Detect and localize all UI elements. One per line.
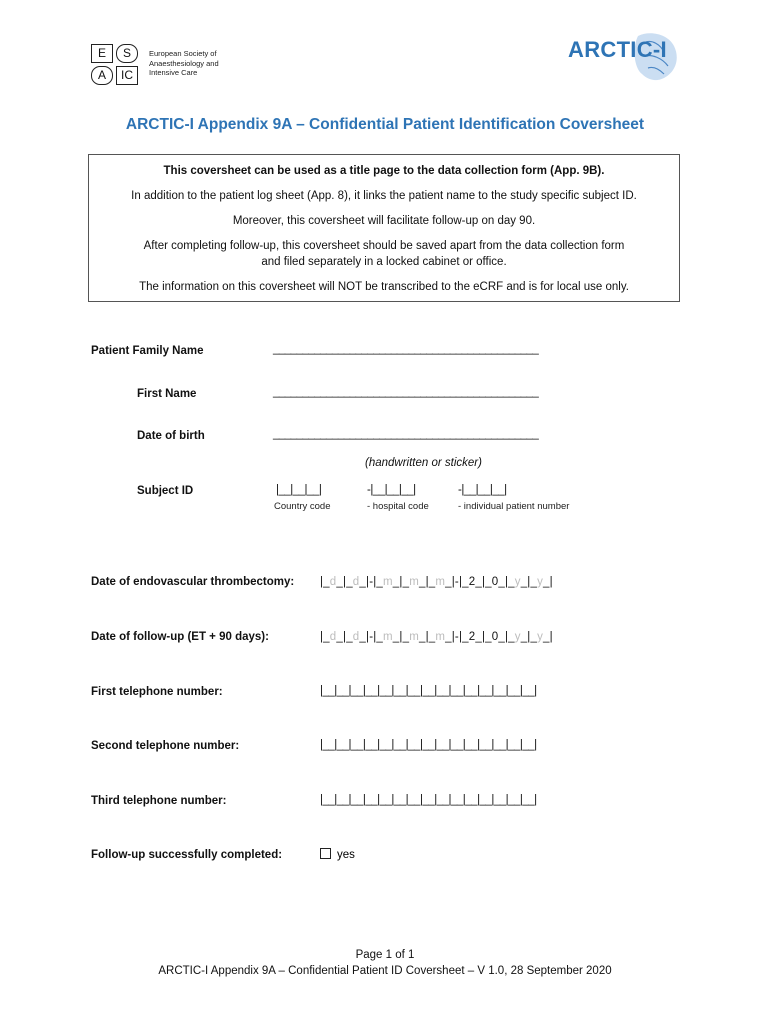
page-title: ARCTIC-I Appendix 9A – Confidential Patient Identification Coversheet [125, 116, 645, 133]
thrombectomy-date-field[interactable]: |_d_|_d_|-|_m_|_m_|_m_|-|_2_|_0_|_y_|_y_| [320, 576, 553, 588]
esaic-letter-e: E [91, 44, 113, 63]
first-phone-field[interactable]: |__|__|__|__|__|__|__|__|__|__|__|__|__|__|__| [320, 685, 537, 697]
subject-id-patient-field[interactable]: -|__|__|__| [458, 484, 507, 496]
info-line-3: Moreover, this coversheet will facilitate follow-up on day 90. [232, 215, 536, 227]
second-phone-label: Second telephone number: [91, 740, 240, 752]
patient-number-caption: - individual patient number [458, 501, 570, 512]
first-phone-label: First telephone number: [91, 686, 223, 698]
dob-label: Date of birth [137, 430, 205, 442]
third-phone-label: Third telephone number: [91, 795, 227, 807]
followup-date-field[interactable]: |_d_|_d_|-|_m_|_m_|_m_|-|_2_|_0_|_y_|_y_| [320, 631, 553, 643]
first-name-label: First Name [137, 388, 197, 400]
arctic-logo-text: ARCTIC-I [568, 37, 667, 62]
yes-checkbox[interactable] [320, 848, 331, 859]
info-line-2: In addition to the patient log sheet (App. 8), it links the patient name to the study specific subject ID. [131, 190, 637, 202]
first-name-field[interactable]: _____________________________________________ [273, 386, 539, 398]
thrombectomy-date-label: Date of endovascular thrombectomy: [91, 576, 295, 588]
esaic-letter-a: A [91, 66, 113, 85]
dob-field[interactable]: _____________________________________________ [273, 428, 539, 440]
esaic-letter-ic: IC [116, 66, 138, 85]
subject-id-label: Subject ID [137, 485, 194, 497]
footer-doc-info: ARCTIC-I Appendix 9A – Confidential Patient ID Coversheet – V 1.0, 28 September 2020 [158, 965, 612, 977]
info-line-5: The information on this coversheet will NOT be transcribed to the eCRF and is for local use only. [139, 281, 629, 293]
second-phone-field[interactable]: |__|__|__|__|__|__|__|__|__|__|__|__|__|__|__| [320, 739, 537, 751]
esaic-logo [91, 44, 141, 86]
info-box [88, 154, 680, 302]
info-line-4a: After completing follow-up, this coversheet should be saved apart from the data collection form [143, 240, 625, 252]
hospital-code-caption: - hospital code [367, 501, 429, 512]
third-phone-field[interactable]: |__|__|__|__|__|__|__|__|__|__|__|__|__|__|__| [320, 794, 537, 806]
subject-id-hospital-field[interactable]: -|__|__|__| [367, 484, 416, 496]
handwritten-note: (handwritten or sticker) [365, 457, 482, 469]
page-number: Page 1 of 1 [355, 949, 415, 961]
country-code-caption: Country code [274, 501, 331, 512]
followup-date-label: Date of follow-up (ET + 90 days): [91, 631, 269, 643]
esaic-letter-s: S [116, 44, 138, 63]
family-name-field[interactable]: _____________________________________________ [273, 343, 539, 355]
info-line-1: This coversheet can be used as a title page to the data collection form (App. 9B). [163, 165, 605, 177]
family-name-label: Patient Family Name [91, 345, 204, 357]
followup-yes-option[interactable] [320, 848, 355, 861]
esaic-name: European Society of Anaesthesiology and Intensive Care [149, 49, 219, 77]
followup-completed-label: Follow-up successfully completed: [91, 849, 283, 861]
yes-label: yes [337, 849, 355, 861]
subject-id-country-field[interactable]: |__|__|__| [276, 484, 322, 496]
info-line-4b: and filed separately in a locked cabinet or office. [261, 256, 507, 268]
